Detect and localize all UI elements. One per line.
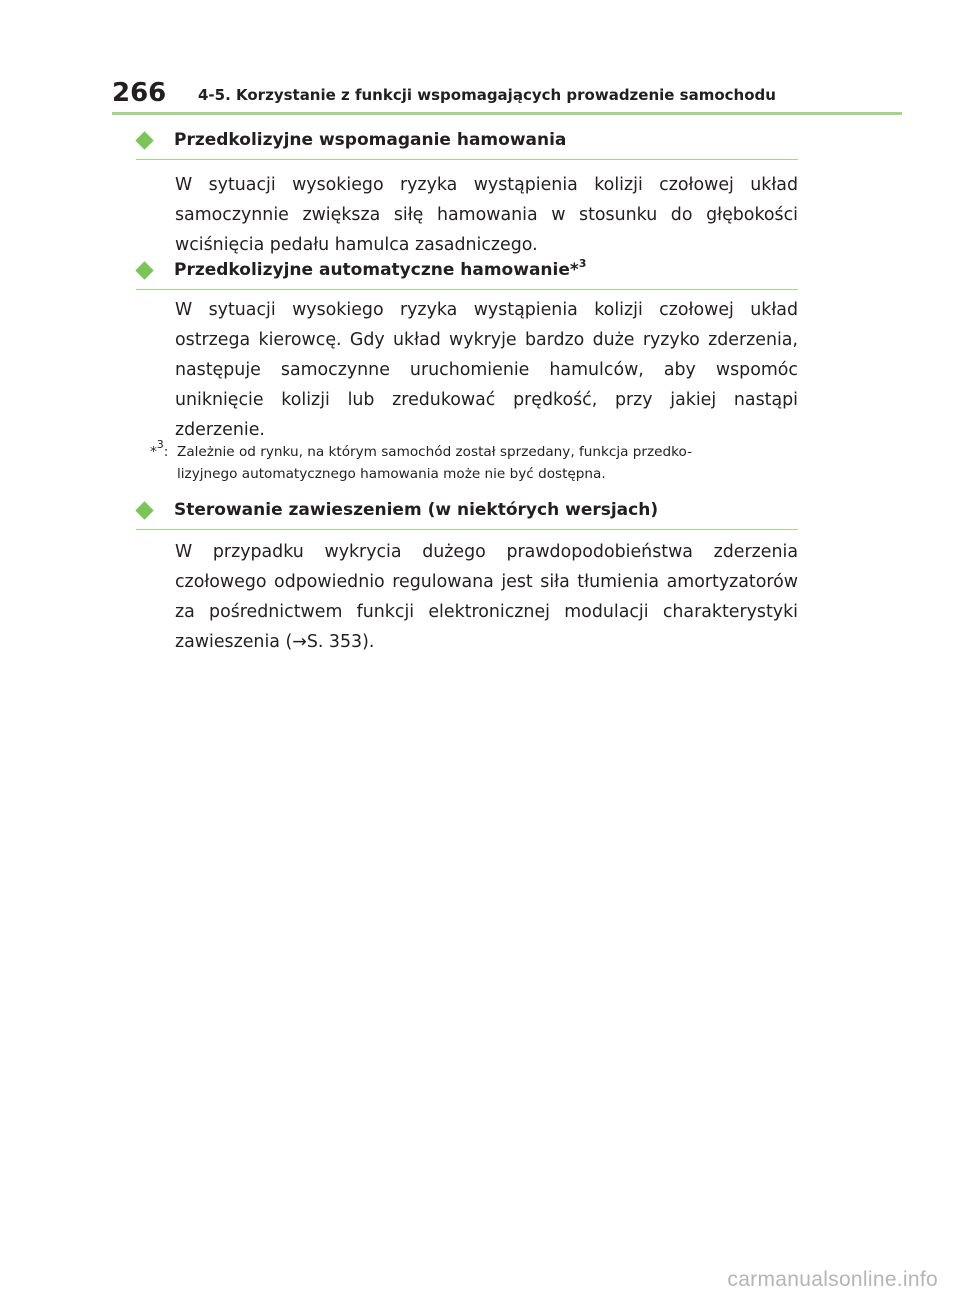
section-paragraph: W przypadku wykrycia dużego prawdopodobieństwa zderzenia czołowego odpowiednio regulowana jest siła tłumienia amortyzatorów za pośrednictwem funkcji elektronicznej modulacji charakterystyki zawieszenia (→S. 353). bbox=[175, 542, 798, 652]
footnote-marker: *$^3$: bbox=[150, 438, 169, 460]
page-header bbox=[112, 78, 902, 108]
footnote-ref: 3 bbox=[578, 257, 587, 270]
section-heading-auto-braking bbox=[136, 255, 798, 290]
section-heading-brake-assist bbox=[136, 125, 798, 160]
footnote-text: Zależnie od rynku, na którym samochód został sprzedany, funkcja przedko- lizyjnego automatycznego hamowania może nie być dostępna. bbox=[177, 444, 692, 482]
chapter-title: 4-5. Korzystanie z funkcji wspomagających prowadzenie samochodu bbox=[198, 86, 776, 104]
section-title: Przedkolizyjne wspomaganie hamowania bbox=[174, 130, 567, 150]
page-number: 266 bbox=[112, 78, 167, 108]
diamond-bullet-icon bbox=[135, 131, 153, 149]
diamond-bullet-icon bbox=[135, 261, 153, 279]
section-paragraph: W sytuacji wysokiego ryzyka wystąpienia kolizji czołowej układ samoczynnie zwiększa siłę hamowania w stosunku do głębokości wciśnięcia pedału hamulca zasadniczego. bbox=[175, 175, 798, 255]
section-paragraph: W sytuacji wysokiego ryzyka wystąpienia kolizji czołowej układ ostrzega kierowcę. Gdy układ wykryje bardzo duże ryzyko zderzenia, następuje samoczynne uruchomienie hamulców, aby wspomóc uniknięcie kolizji lub zredukować prędkość, przy jakiej nastąpi zderzenie. bbox=[175, 300, 798, 440]
section-title: Sterowanie zawieszeniem (w niektórych wersjach) bbox=[174, 500, 659, 520]
watermark: carmanualsonline.info bbox=[727, 1268, 938, 1291]
diamond-bullet-icon bbox=[135, 501, 153, 519]
section-title: Przedkolizyjne automatyczne hamowanie*$^3$ bbox=[174, 257, 587, 280]
section-heading-suspension bbox=[136, 495, 798, 530]
header-rule bbox=[112, 112, 902, 115]
